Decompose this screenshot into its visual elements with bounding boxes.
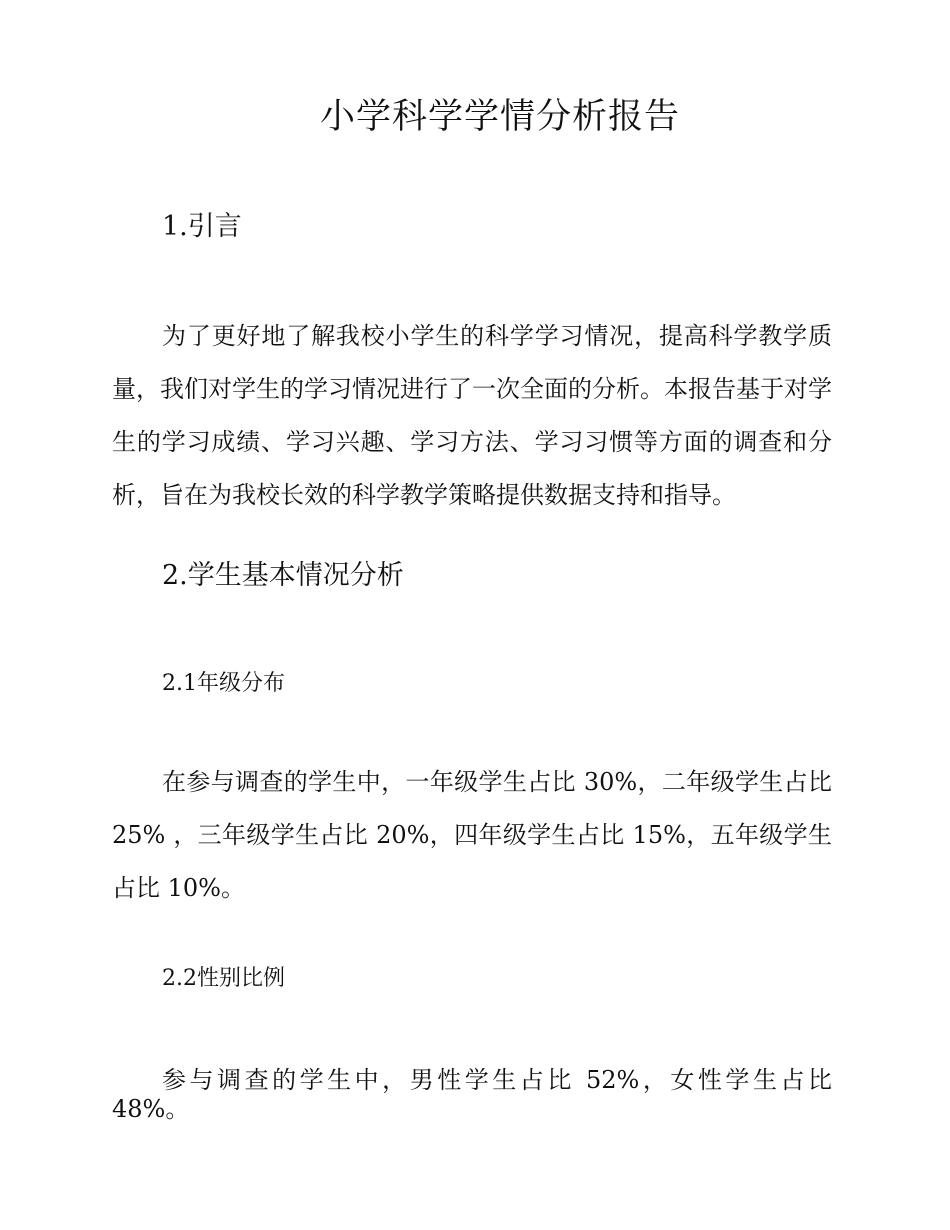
introduction-paragraph: 为了更好地了解我校小学生的科学学习情况，提高科学教学质量，我们对学生的学习情况进行了一次全面的分析。本报告基于对学生的学习成绩、学习兴趣、学习方法、学习习惯等方面的调查和分析，旨在为我校长效的科学教学策略提供数据支持和指导。 xyxy=(112,322,832,509)
document-title: 小学科学学情分析报告 xyxy=(319,97,680,137)
grade-distribution-paragraph: 在参与调查的学生中，一年级学生占比 30%，二年级学生占比 25% ，三年级学生占比 20%，四年级学生占比 15%，五年级学生占比 10%。 xyxy=(112,768,832,902)
section-heading-student-analysis: 2.学生基本情况分析 xyxy=(162,560,404,591)
section-heading-introduction: 1.引言 xyxy=(162,211,242,242)
subsection-heading-grade-distribution: 2.1年级分布 xyxy=(162,671,285,696)
gender-ratio-paragraph: 参与调查的学生中，男性学生占比 52%，女性学生占比 48%。 xyxy=(112,1066,832,1123)
subsection-heading-gender-ratio: 2.2性别比例 xyxy=(162,966,285,991)
